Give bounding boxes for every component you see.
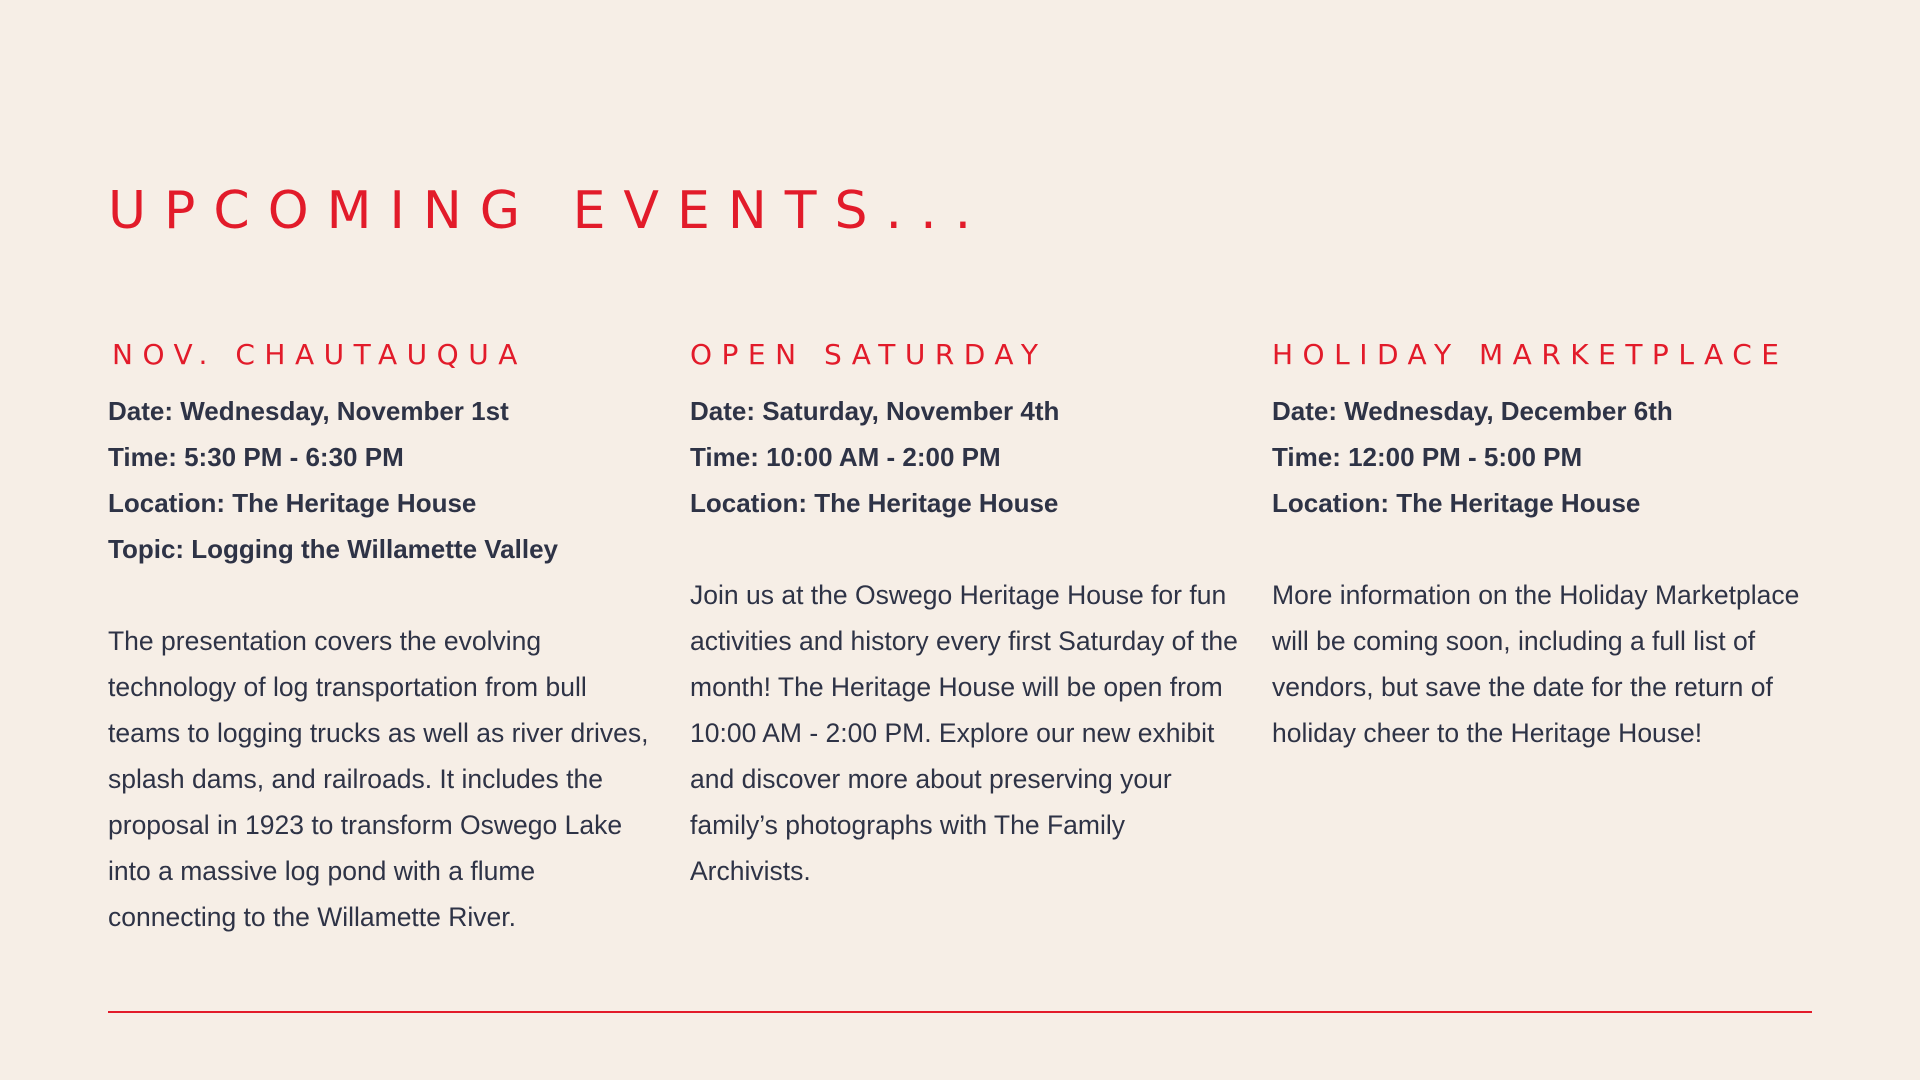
event-date: Date: Saturday, November 4th [690, 396, 1060, 426]
event-nov-chautauqua [108, 338, 668, 940]
event-details [1272, 388, 1832, 526]
event-time: Time: 10:00 AM - 2:00 PM [690, 442, 1001, 472]
event-location: Location: The Heritage House [690, 488, 1059, 518]
event-details [108, 388, 668, 572]
event-time: Time: 12:00 PM - 5:00 PM [1272, 442, 1583, 472]
event-location: Location: The Heritage House [108, 488, 477, 518]
page-title: UPCOMING EVENTS... [108, 181, 990, 241]
event-title: OPEN SATURDAY [690, 338, 1048, 371]
event-details [690, 388, 1250, 526]
event-location: Location: The Heritage House [1272, 488, 1641, 518]
event-open-saturday [690, 338, 1250, 894]
bottom-divider [108, 1011, 1812, 1013]
event-description: More information on the Holiday Marketplace will be coming soon, including a full list of vendors, but save the date for the return of holiday cheer to the Heritage House! [1272, 580, 1800, 748]
event-topic: Topic: Logging the Willamette Valley [108, 534, 558, 564]
event-title: HOLIDAY MARKETPLACE [1272, 338, 1789, 371]
event-time: Time: 5:30 PM - 6:30 PM [108, 442, 404, 472]
event-description: Join us at the Oswego Heritage House for fun activities and history every first Saturday of the month! The Heritage House will be open from 10:00 AM - 2:00 PM. Explore our new exhibit and discover more about preserving your family’s photographs with The Family Archivists. [690, 580, 1238, 886]
event-date: Date: Wednesday, December 6th [1272, 396, 1673, 426]
event-holiday-marketplace [1272, 338, 1832, 756]
event-date: Date: Wednesday, November 1st [108, 396, 509, 426]
event-title: NOV. CHAUTAUQUA [112, 338, 527, 371]
event-description: The presentation covers the evolving technology of log transportation from bull teams to logging trucks as well as river drives, splash dams, and railroads. It includes the proposal in 1923 to transform Oswego Lake into a massive log pond with a flume connecting to the Willamette River. [108, 626, 649, 932]
